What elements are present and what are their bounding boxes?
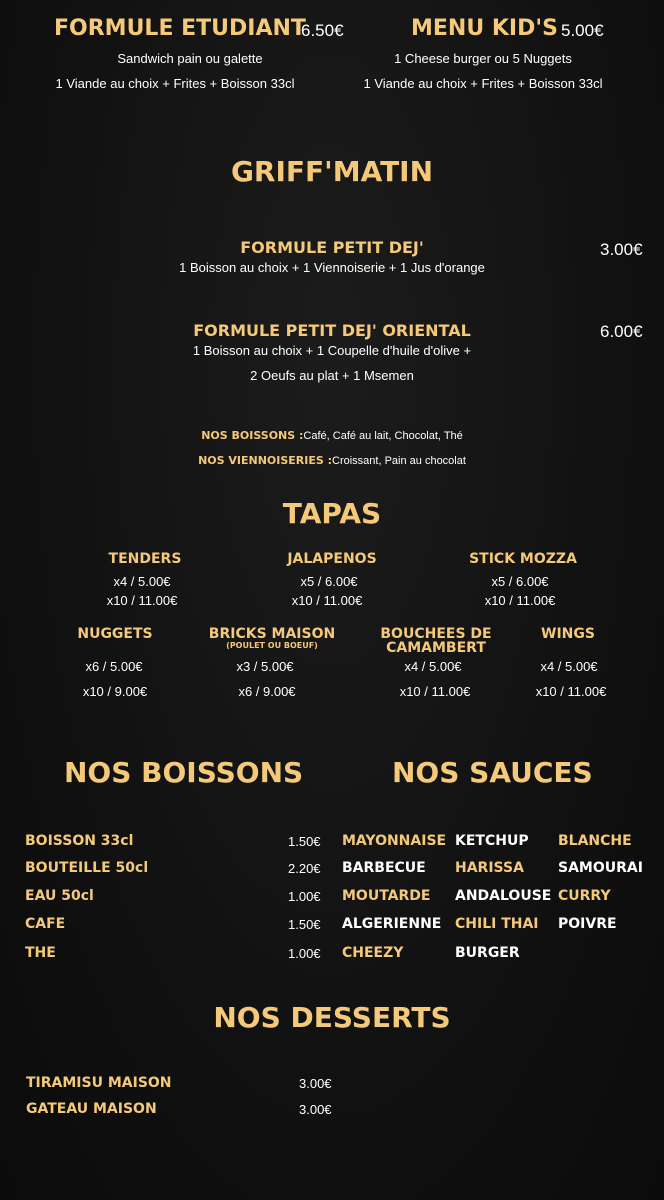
tapas-item-price: x10 / 11.00€ <box>484 593 556 608</box>
menu-kids-line1: 1 Cheese burger ou 5 Nuggets <box>394 51 572 66</box>
sauce-item: MAYONNAISE <box>342 833 447 849</box>
formule-etudiant-line2: 1 Viande au choix + Frites + Boisson 33cl <box>55 76 295 91</box>
tapas-item-name: JALAPENOS <box>287 551 377 567</box>
petit-dej-price: 3.00€ <box>600 240 643 259</box>
dessert-price: 3.00€ <box>299 1102 332 1117</box>
tapas-item-subtitle: (POULET OU BOEUF) <box>226 641 318 650</box>
sauce-item: POIVRE <box>558 916 617 932</box>
petit-dej-desc: 1 Boisson au choix + 1 Viennoiserie + 1 Jus d'orange <box>179 260 485 275</box>
matin-viennoiseries-line <box>82 451 582 469</box>
matin-viennoiseries-list: Croissant, Pain au chocolat <box>332 455 466 467</box>
sauce-item: ALGERIENNE <box>342 916 442 932</box>
tapas-item-price: x10 / 11.00€ <box>291 593 363 608</box>
formule-etudiant-price: 6.50€ <box>301 21 344 40</box>
sauce-item: SAMOURAI <box>558 860 643 876</box>
tapas-heading: TAPAS <box>282 497 382 530</box>
boisson-price: 1.50€ <box>288 917 321 932</box>
petit-dej-oriental-title: FORMULE PETIT DEJ' ORIENTAL <box>193 321 471 340</box>
matin-boissons-label: NOS BOISSONS : <box>201 429 304 442</box>
boisson-price: 1.50€ <box>288 834 321 849</box>
petit-dej-oriental-desc1: 1 Boisson au choix + 1 Coupelle d'huile d'olive + <box>192 343 472 358</box>
boisson-price: 1.00€ <box>288 889 321 904</box>
tapas-item-name: BOUCHEES DE <box>380 626 492 642</box>
petit-dej-title: FORMULE PETIT DEJ' <box>240 238 424 257</box>
formule-etudiant-line1: Sandwich pain ou galette <box>117 51 263 66</box>
menu-kids-price: 5.00€ <box>561 21 604 40</box>
petit-dej-oriental-price: 6.00€ <box>600 322 643 341</box>
boissons-heading: NOS BOISSONS <box>64 756 304 789</box>
sauce-item: CHILI THAI <box>455 916 539 932</box>
tapas-item-price: x5 / 6.00€ <box>491 574 549 589</box>
matin-boissons-list: Café, Café au lait, Chocolat, Thé <box>303 430 463 442</box>
tapas-item-price: x6 / 5.00€ <box>85 659 143 674</box>
tapas-item-price: x6 / 9.00€ <box>238 684 296 699</box>
tapas-item-name: STICK MOZZA <box>469 551 577 567</box>
tapas-item-price: x4 / 5.00€ <box>540 659 598 674</box>
tapas-item-name: BRICKS MAISON <box>208 626 336 642</box>
sauce-item: KETCHUP <box>455 833 529 849</box>
sauce-item: ANDALOUSE <box>455 888 552 904</box>
tapas-item-price: x10 / 11.00€ <box>399 684 471 699</box>
boisson-name: THE <box>25 945 56 961</box>
tapas-item-name: WINGS <box>541 626 595 642</box>
dessert-name: GATEAU MAISON <box>26 1101 157 1117</box>
petit-dej-oriental-desc2: 2 Oeufs au plat + 1 Msemen <box>250 368 414 383</box>
tapas-item-price: x10 / 11.00€ <box>106 593 178 608</box>
sauce-item: BLANCHE <box>558 833 632 849</box>
boisson-name: EAU 50cl <box>25 888 94 904</box>
boisson-name: CAFE <box>25 916 66 932</box>
tapas-item-price: x3 / 5.00€ <box>236 659 294 674</box>
sauce-item: CHEEZY <box>342 945 404 961</box>
tapas-item-name: TENDERS <box>108 551 182 567</box>
matin-boissons-line <box>82 426 582 444</box>
sauce-item: MOUTARDE <box>342 888 431 904</box>
menu-kids-title: MENU KID'S <box>411 16 558 41</box>
menu-kids-line2: 1 Viande au choix + Frites + Boisson 33cl <box>363 76 603 91</box>
tapas-item-price: x4 / 5.00€ <box>113 574 171 589</box>
matin-viennoiseries-label: NOS VIENNOISERIES : <box>198 454 333 467</box>
boisson-price: 1.00€ <box>288 946 321 961</box>
formule-etudiant-title: FORMULE ETUDIANT <box>54 16 306 41</box>
sauce-item: BURGER <box>455 945 520 961</box>
tapas-item-price: x4 / 5.00€ <box>404 659 462 674</box>
boisson-name: BOISSON 33cl <box>25 833 134 849</box>
tapas-item-price: x5 / 6.00€ <box>300 574 358 589</box>
boisson-price: 2.20€ <box>288 861 321 876</box>
sauces-heading: NOS SAUCES <box>392 756 593 789</box>
dessert-price: 3.00€ <box>299 1076 332 1091</box>
sauce-item: HARISSA <box>455 860 524 876</box>
tapas-item-name-line2: CAMAMBERT <box>386 640 486 656</box>
griff-matin-heading: GRIFF'MATIN <box>230 155 434 188</box>
sauce-item: CURRY <box>558 888 611 904</box>
sauce-item: BARBECUE <box>342 860 426 876</box>
tapas-item-price: x10 / 11.00€ <box>535 684 607 699</box>
tapas-item-name: NUGGETS <box>77 626 153 642</box>
tapas-item-price: x10 / 9.00€ <box>82 684 148 699</box>
dessert-name: TIRAMISU MAISON <box>26 1075 172 1091</box>
desserts-heading: NOS DESSERTS <box>213 1001 451 1034</box>
boisson-name: BOUTEILLE 50cl <box>25 860 149 876</box>
